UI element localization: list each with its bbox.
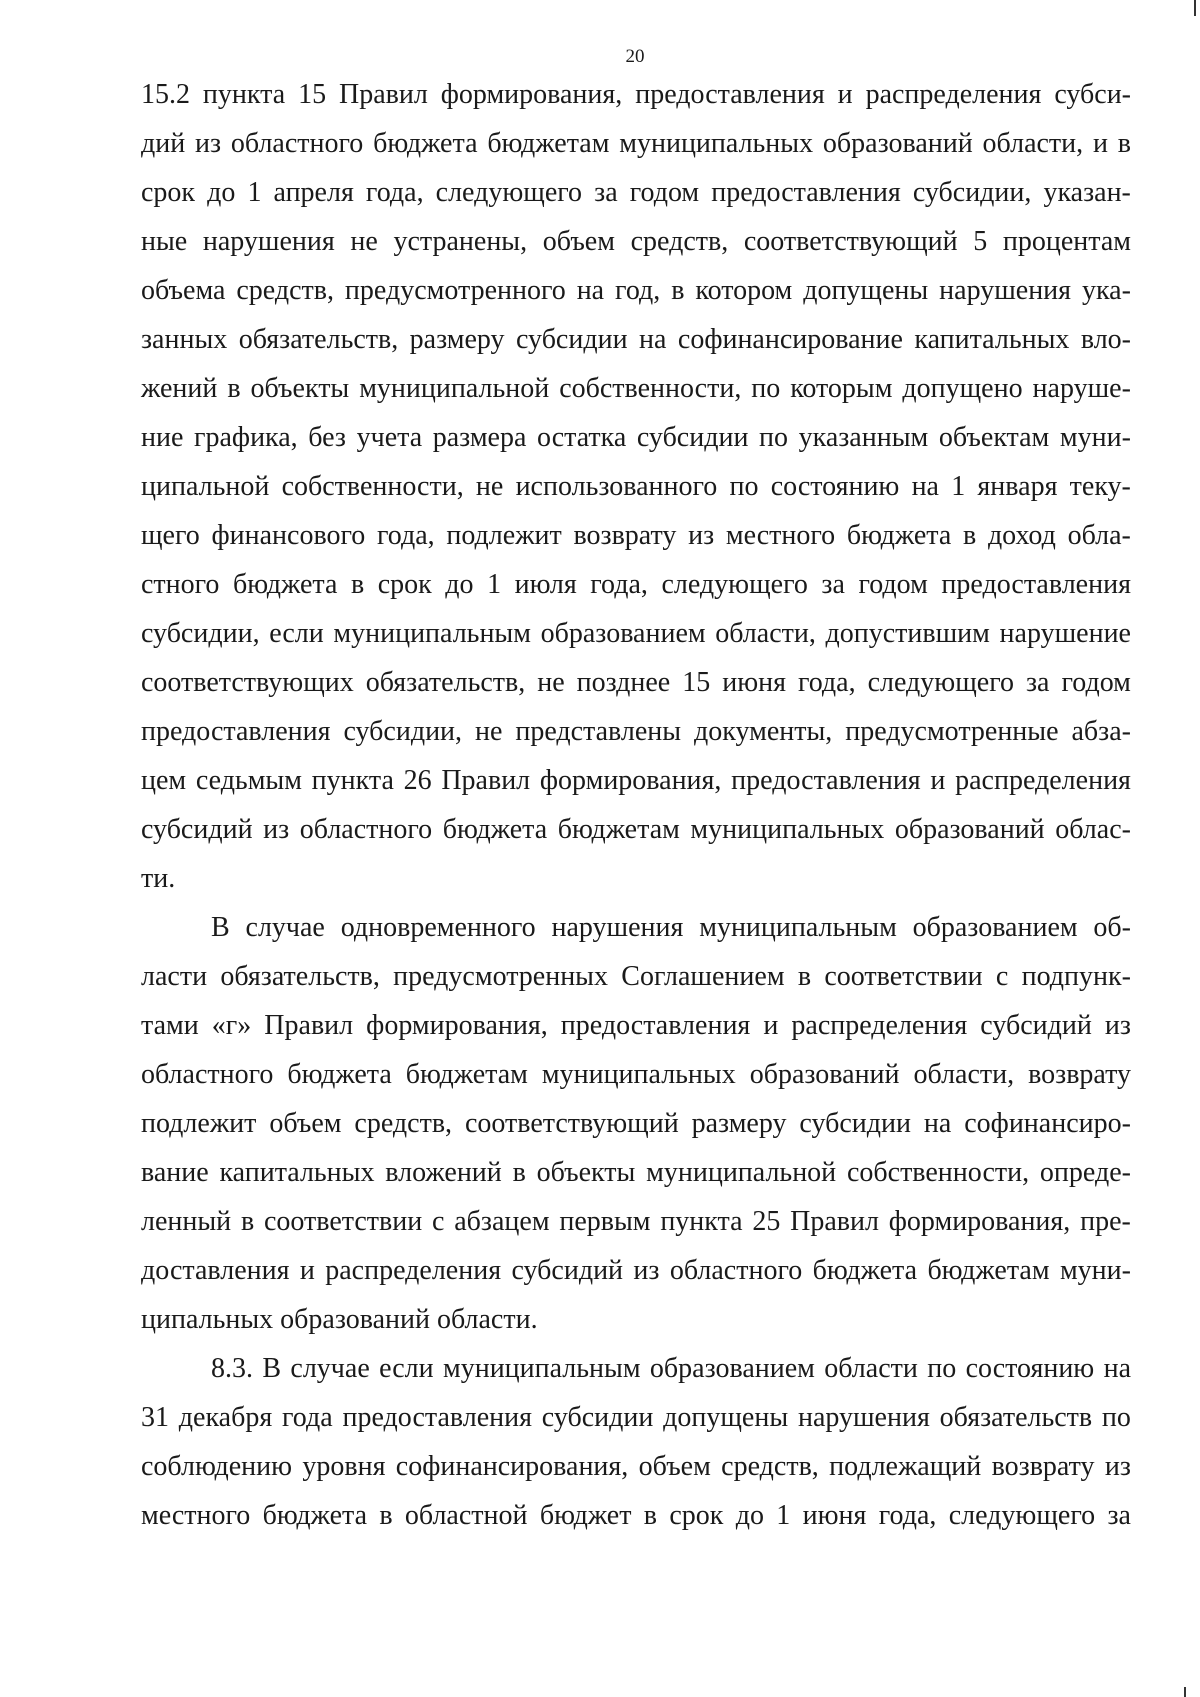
word: областного (299, 814, 433, 845)
word: соответствующий (464, 1108, 679, 1139)
word: В (211, 912, 230, 943)
word: в (962, 520, 977, 551)
word: субсидии, (912, 177, 1032, 208)
word: срок (377, 569, 432, 600)
word: распределения (791, 1010, 968, 1041)
word: образованием (540, 618, 706, 649)
word: до (207, 177, 236, 208)
word: из (1104, 1010, 1131, 1041)
word: в (797, 961, 812, 992)
word: учета (356, 422, 423, 453)
word: состоянию (770, 471, 900, 502)
word: 15.2 (141, 79, 190, 110)
word: остатка (537, 422, 627, 453)
word: собственности, (559, 373, 742, 404)
word: муни- (1059, 1255, 1131, 1286)
word: и (1092, 128, 1108, 159)
word: за (594, 177, 618, 208)
word: предоставления (731, 765, 921, 796)
text-line (141, 1148, 1131, 1197)
word: бюджета (812, 1255, 918, 1286)
word: капитальных (219, 1157, 375, 1188)
word: образований (749, 1059, 900, 1090)
word: формирования, (539, 765, 722, 796)
word: опреде- (1039, 1157, 1131, 1188)
word: возврату (1028, 1059, 1131, 1090)
word: местного (141, 1500, 251, 1531)
word: ные (141, 226, 188, 257)
word: доставления (141, 1255, 290, 1286)
word: 26 (403, 765, 432, 796)
word: доход (987, 520, 1056, 551)
word: в (643, 1500, 658, 1531)
word: на (923, 1108, 952, 1139)
word: субсидий (141, 814, 253, 845)
word: следующего (435, 177, 583, 208)
word: абза- (1071, 716, 1131, 747)
word: в (671, 275, 685, 306)
word: соответствующих (141, 667, 354, 698)
word: годом (629, 177, 700, 208)
word: средств, (721, 1451, 819, 1482)
word: вание (141, 1157, 209, 1188)
word: предусмотренные (845, 716, 1059, 747)
word: ленный (141, 1206, 232, 1237)
word: объекты (250, 373, 350, 404)
text-line (141, 756, 1131, 805)
word: ука- (1081, 275, 1131, 306)
word: соответствии (824, 961, 983, 992)
word: размеру (409, 324, 505, 355)
text-line (141, 609, 1131, 658)
text-line (141, 1442, 1131, 1491)
text-line (141, 1344, 1131, 1393)
word: субсидии (541, 1402, 654, 1433)
word: не (350, 226, 378, 257)
word: не (475, 471, 504, 502)
word: уровня (302, 1451, 386, 1482)
word: 15 (682, 667, 711, 698)
word: субсидии, (343, 716, 463, 747)
word: из (263, 814, 290, 845)
word: муниципальных (690, 814, 885, 845)
word: бюджета (442, 814, 548, 845)
word: предоставления (635, 79, 825, 110)
word: в (379, 1500, 393, 1531)
text-line (141, 952, 1131, 1001)
word: на (576, 275, 605, 306)
word: с (995, 961, 1009, 992)
word: областной (404, 1500, 528, 1531)
word: допущены (663, 1402, 789, 1433)
text-line (141, 462, 1131, 511)
word: до (445, 569, 474, 600)
word: средств, (236, 275, 334, 306)
word: пункта (660, 1206, 743, 1237)
word: соблюдению (141, 1451, 293, 1482)
word: возврату (991, 1451, 1095, 1482)
word: позднее (576, 667, 671, 698)
word: тами (141, 1010, 199, 1041)
word: на (639, 324, 667, 355)
text-line (141, 413, 1131, 462)
word: областного (669, 1255, 803, 1286)
word: объекты (536, 1157, 636, 1188)
word: занных (141, 324, 228, 355)
word: облас- (1055, 814, 1131, 845)
text-line (141, 168, 1131, 217)
word: муниципальным (333, 618, 531, 649)
word: подлежит (141, 1108, 257, 1139)
word: по (759, 422, 789, 453)
word: субсидии (799, 1108, 911, 1139)
word: допущены (803, 275, 929, 306)
word: объема (141, 275, 226, 306)
word: нарушения (797, 1402, 930, 1433)
word: формирования, (888, 1206, 1071, 1237)
word: муни- (1059, 422, 1131, 453)
text-line (141, 511, 1131, 560)
word: из (688, 520, 715, 551)
word: софинансиро- (964, 1108, 1131, 1139)
word: процентам (1002, 226, 1131, 257)
word: муниципальной (359, 373, 550, 404)
word: использованного (515, 471, 718, 502)
word: собственности, (846, 1157, 1030, 1188)
word: В (262, 1353, 282, 1384)
word: с (432, 1206, 445, 1237)
word: пре- (1080, 1206, 1131, 1237)
word: в (227, 373, 241, 404)
word: «г» (211, 1010, 252, 1041)
text-line (141, 1246, 1131, 1295)
word: не (474, 716, 503, 747)
word: седьмым (195, 765, 302, 796)
word: Правил (338, 79, 428, 110)
word: в (240, 1206, 255, 1237)
word: за (821, 569, 845, 600)
word: года, (590, 569, 648, 600)
word: области, (982, 128, 1084, 159)
word: бюджетам (405, 1059, 528, 1090)
word: муниципальным (442, 1353, 641, 1384)
word: Соглашением (621, 961, 785, 992)
word: и (930, 765, 946, 796)
word: 8.3. (211, 1353, 253, 1384)
word: субсидии, (141, 618, 260, 649)
text-line (141, 70, 1131, 119)
word: состоянию (965, 1353, 1095, 1384)
word: устранены, (393, 226, 528, 257)
word: первым (559, 1206, 651, 1237)
word: которым (790, 373, 893, 404)
word: образованием (912, 912, 1078, 943)
word: и (299, 1255, 315, 1286)
word: по (927, 1353, 957, 1384)
word: Правил (441, 765, 531, 796)
word: котором (695, 275, 793, 306)
word: обязательств, (220, 961, 380, 992)
word: субси- (1054, 79, 1131, 110)
word: щего (141, 520, 200, 551)
word: случае (290, 1353, 370, 1384)
text-line (141, 1491, 1131, 1540)
text-line (141, 1050, 1131, 1099)
word: из (195, 128, 222, 159)
scan-artifact-top-right (1194, 0, 1196, 16)
word: января (977, 471, 1058, 502)
word: до (735, 1500, 764, 1531)
word: года, (365, 177, 424, 208)
word: распределения (865, 79, 1042, 110)
word: муниципальных (619, 128, 814, 159)
word: допущено (902, 373, 1023, 404)
text-line (141, 217, 1131, 266)
text-line (141, 1001, 1131, 1050)
text-line (141, 560, 1131, 609)
word: объектам (938, 422, 1050, 453)
word: жений (141, 373, 218, 404)
text-line (141, 1099, 1131, 1148)
word: 1 (247, 177, 262, 208)
word: дий (141, 128, 186, 159)
word: из (1104, 1451, 1131, 1482)
word: бюджета (373, 128, 478, 159)
word: годом (858, 569, 928, 600)
word: бюджетам (927, 1255, 1050, 1286)
word: нарушения (939, 275, 1072, 306)
word: года, (878, 1500, 937, 1531)
word: субсидии (636, 422, 749, 453)
word: обла- (1067, 520, 1131, 551)
word: предоставления (560, 1010, 751, 1041)
word: июня (802, 1500, 867, 1531)
word: областного (141, 1059, 274, 1090)
scan-artifact-bottom-right (1184, 1687, 1186, 1697)
word: формирования, (366, 1010, 548, 1041)
word: из (633, 1255, 660, 1286)
word: финансового (211, 520, 366, 551)
word: возврату (573, 520, 677, 551)
word: размеру (691, 1108, 787, 1139)
page-number: 20 (625, 46, 645, 67)
word: апреля (273, 177, 354, 208)
word: в (350, 569, 365, 600)
word: объем (542, 226, 615, 257)
word: 1 (776, 1500, 791, 1531)
word: субсидий (980, 1010, 1092, 1041)
word: графика, (194, 422, 298, 453)
word: абзацем (454, 1206, 550, 1237)
word: бюджет (539, 1500, 632, 1531)
word: нарушение (999, 618, 1131, 649)
word: в (512, 1157, 526, 1188)
word: пункта (202, 79, 286, 110)
word: по (1101, 1402, 1131, 1433)
word: 15 (298, 79, 327, 110)
word: документы, (694, 716, 833, 747)
word: 31 (141, 1402, 169, 1433)
word: области, (913, 1059, 1015, 1090)
word: 5 (973, 226, 988, 257)
text-line (141, 854, 1131, 903)
word: следующего (661, 569, 808, 600)
word: случае (245, 912, 325, 943)
text-line (141, 903, 1131, 952)
word: срок (669, 1500, 724, 1531)
word: не (537, 667, 565, 698)
word: 1 (487, 569, 502, 600)
word: об- (1093, 912, 1131, 943)
word: и (763, 1010, 779, 1041)
word: предоставления (141, 716, 331, 747)
text-line (141, 1393, 1131, 1442)
word: собственности, (281, 471, 464, 502)
word: год, (615, 275, 661, 306)
text-line (141, 1197, 1131, 1246)
word: указан- (1043, 177, 1131, 208)
word: обязательств, (238, 324, 399, 355)
word: вло- (1080, 324, 1131, 355)
word: без (308, 422, 346, 453)
word: вложений (385, 1157, 502, 1188)
word: одновременного (340, 912, 536, 943)
word: объем (638, 1451, 711, 1482)
word: предоставления (711, 177, 901, 208)
word: соответствующий (743, 226, 958, 257)
word: бюджета (232, 569, 338, 600)
word: образованием (649, 1353, 815, 1384)
text-line (141, 658, 1131, 707)
word: бюджетам (557, 814, 680, 845)
word: подлежащий (829, 1451, 982, 1482)
word: предусмотренных (393, 961, 608, 992)
word: декабря (178, 1402, 273, 1433)
word: и (837, 79, 853, 110)
word: срок (141, 177, 196, 208)
word: за (1025, 667, 1050, 698)
word: обязательств, (365, 667, 526, 698)
word: предусмотренного (344, 275, 566, 306)
word: областного (230, 128, 364, 159)
word: подлежит (446, 520, 562, 551)
word: если (379, 1353, 434, 1384)
text-line (141, 266, 1131, 315)
word: распределения (325, 1255, 502, 1286)
text-line (141, 315, 1131, 364)
word: по (729, 471, 759, 502)
word: объем (269, 1108, 342, 1139)
word: капитальных (914, 324, 1070, 355)
text-line-content: ти. (141, 863, 176, 894)
word: следующего (867, 667, 1014, 698)
word: обязательств (939, 1402, 1093, 1433)
word: образований (822, 128, 973, 159)
word: муниципальных (541, 1059, 736, 1090)
word: средств, (354, 1108, 453, 1139)
word: бюджета (846, 520, 952, 551)
word: соответствии (264, 1206, 423, 1237)
word: области, (715, 618, 816, 649)
word: июня (722, 667, 786, 698)
word: теку- (1069, 471, 1131, 502)
text-line (141, 364, 1131, 413)
word: в (1117, 128, 1131, 159)
word: размера (432, 422, 527, 453)
word: года, (377, 520, 435, 551)
word: 1 (951, 471, 966, 502)
word: ние (141, 422, 184, 453)
word: пункта (311, 765, 394, 796)
word: Правил (264, 1010, 354, 1041)
word: бюджета (262, 1500, 368, 1531)
word: ласти (141, 961, 208, 992)
text-line (141, 805, 1131, 854)
word: июля (514, 569, 577, 600)
word: указанным (798, 422, 929, 453)
word: Правил (790, 1206, 879, 1237)
text-line-content: ципальных образований области. (141, 1304, 538, 1335)
word: за (1107, 1500, 1131, 1531)
word: бюджета (287, 1059, 392, 1090)
word: формирования, (440, 79, 623, 110)
word: нарушения (551, 912, 684, 943)
word: следующего (948, 1500, 1096, 1531)
word: если (269, 618, 324, 649)
word: распределения (955, 765, 1131, 796)
word: софинансирование (677, 324, 903, 355)
word: предоставления (342, 1402, 532, 1433)
word: годом (1061, 667, 1131, 698)
word: средств, (630, 226, 729, 257)
word: года (282, 1402, 333, 1433)
word: по (751, 373, 781, 404)
word: наруше- (1032, 373, 1131, 404)
text-line (141, 1295, 1131, 1344)
word: бюджетам (487, 128, 610, 159)
text-line (141, 707, 1131, 756)
word: нарушения (202, 226, 335, 257)
word: области (824, 1353, 918, 1384)
word: года, (797, 667, 856, 698)
word: на (1103, 1353, 1131, 1384)
word: стного (141, 569, 220, 600)
word: допустившим (825, 618, 990, 649)
word: софинансирования, (395, 1451, 629, 1482)
word: представлены (515, 716, 682, 747)
word: субсидий (511, 1255, 624, 1286)
word: ципальной (141, 471, 270, 502)
word: предоставления (941, 569, 1131, 600)
body-text (141, 70, 1131, 1540)
word: 25 (752, 1206, 781, 1237)
word: подпунк- (1021, 961, 1131, 992)
word: муниципальной (646, 1157, 837, 1188)
word: субсидии (516, 324, 628, 355)
text-line (141, 119, 1131, 168)
word: муниципальным (699, 912, 897, 943)
word: местного (725, 520, 836, 551)
word: образований (894, 814, 1045, 845)
word: цем (141, 765, 187, 796)
word: на (911, 471, 939, 502)
